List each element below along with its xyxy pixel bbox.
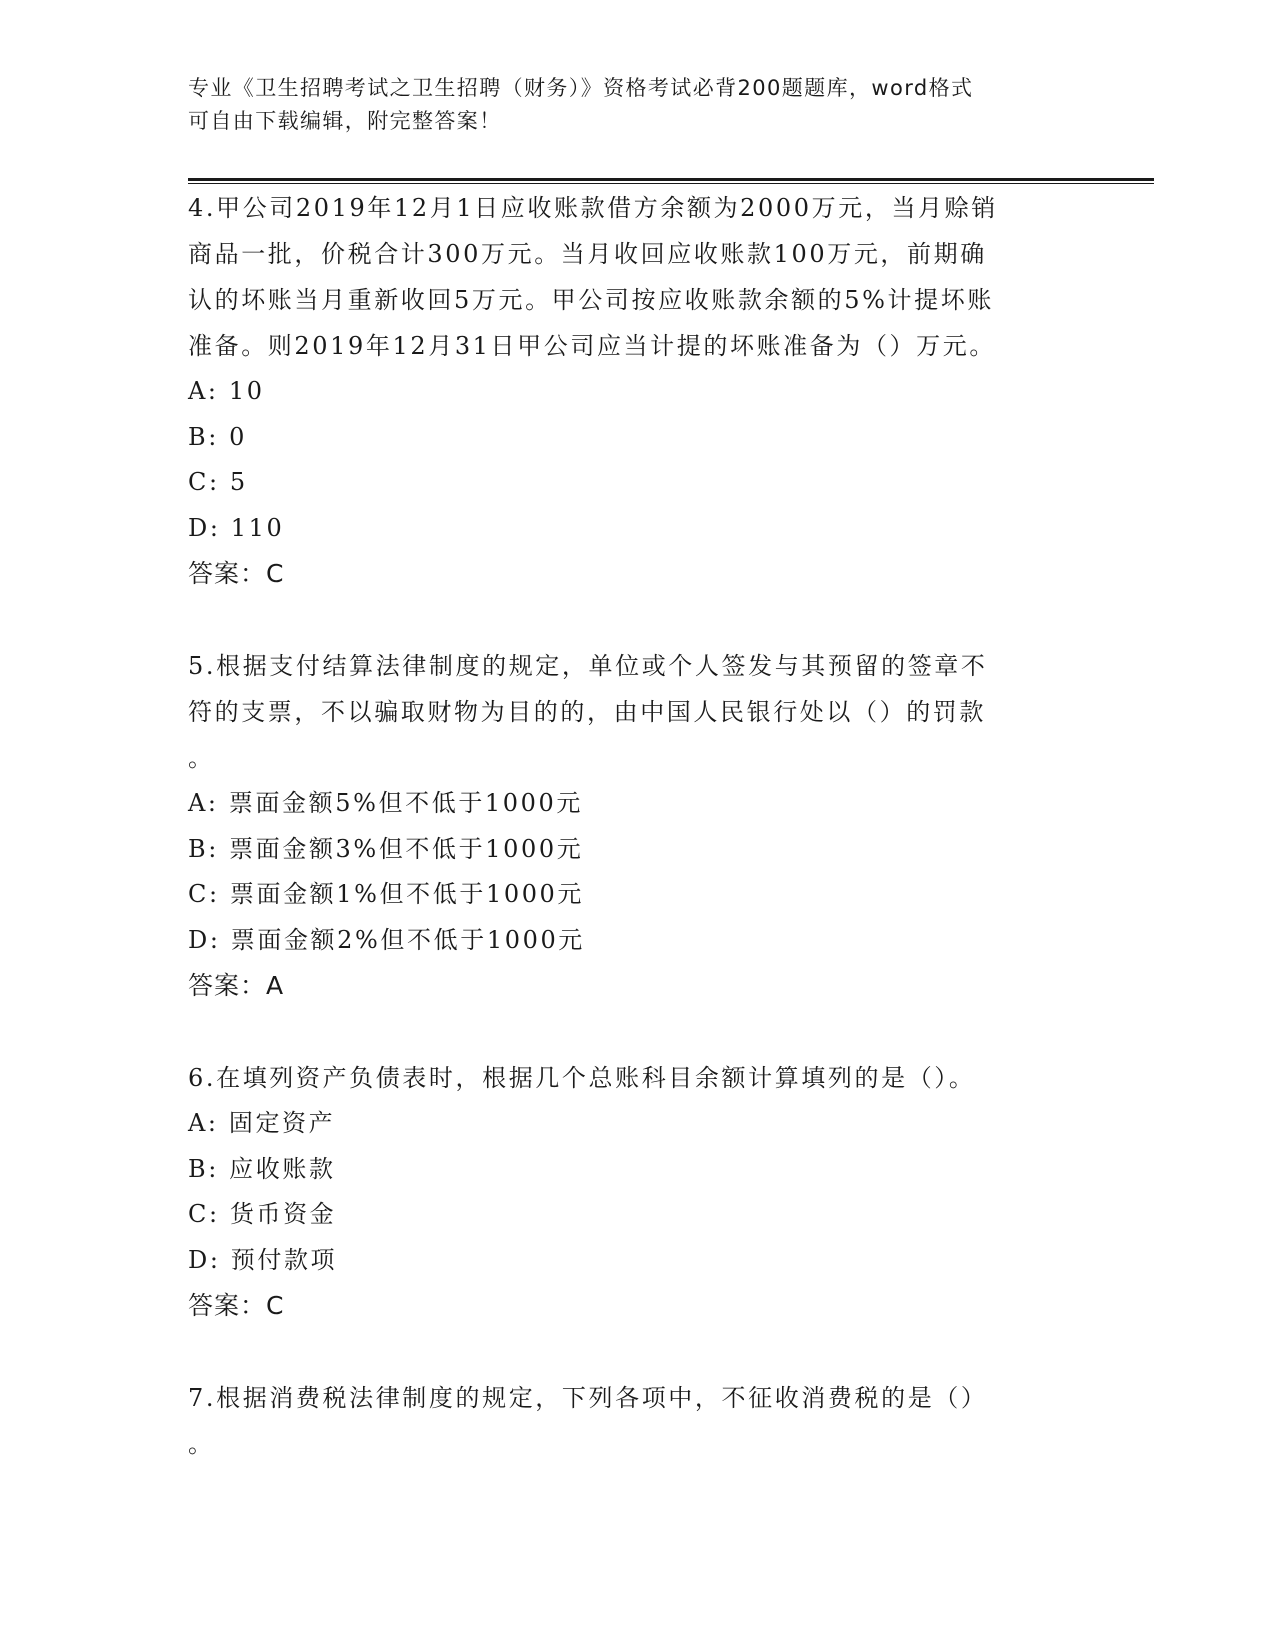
question-gap — [188, 1329, 1088, 1375]
option-d: D: 110 — [188, 513, 285, 542]
header-line-2: 可自由下载编辑，附完整答案！ — [188, 109, 502, 133]
option-d: D: 预付款项 — [188, 1245, 338, 1274]
question-list — [188, 185, 1088, 1467]
question-6 — [188, 1055, 1088, 1329]
question-5 — [188, 643, 1088, 1009]
question-4 — [188, 185, 1088, 597]
question-text-line: 。 — [188, 744, 215, 772]
option-b: B: 票面金额3%但不低于1000元 — [188, 834, 584, 863]
question-text-line: 7.根据消费税法律制度的规定，下列各项中，不征收消费税的是（） — [188, 1384, 988, 1412]
option-b: B: 应收账款 — [188, 1154, 336, 1183]
answer-line: 答案：C — [188, 1291, 285, 1320]
option-b: B: 0 — [188, 422, 248, 451]
answer-line: 答案：C — [188, 559, 285, 588]
question-text-line: 6.在填列资产负债表时，根据几个总账科目余额计算填列的是（）。 — [188, 1064, 976, 1092]
header-rule-thin — [188, 183, 1154, 184]
question-text-line: 。 — [188, 1430, 215, 1458]
option-c: C: 票面金额1%但不低于1000元 — [188, 880, 585, 908]
question-text-line: 认的坏账当月重新收回5万元。甲公司按应收账款余额的5%计提坏账 — [188, 286, 994, 314]
question-text-line: 商品一批，价税合计300万元。当月收回应收账款100万元，前期确 — [188, 240, 987, 268]
question-text-line: 4.甲公司2019年12月1日应收账款借方余额为2000万元，当月赊销 — [188, 194, 998, 222]
answer-line: 答案：A — [188, 971, 285, 1000]
question-gap — [188, 1009, 1088, 1055]
question-text-line: 5.根据支付结算法律制度的规定，单位或个人签发与其预留的签章不 — [188, 652, 988, 680]
question-7 — [188, 1375, 1088, 1467]
header-line-1: 专业《卫生招聘考试之卫生招聘（财务）》资格考试必背200题题库，word格式 — [188, 76, 974, 100]
option-d: D: 票面金额2%但不低于1000元 — [188, 925, 585, 954]
question-gap — [188, 597, 1088, 643]
question-text-line: 准备。则2019年12月31日甲公司应当计提的坏账准备为（）万元。 — [188, 332, 996, 360]
option-c: C: 5 — [188, 468, 248, 496]
option-c: C: 货币资金 — [188, 1200, 337, 1228]
document-header — [188, 72, 1088, 138]
question-text-line: 符的支票，不以骗取财物为目的的，由中国人民银行处以（）的罚款 — [188, 698, 986, 726]
header-rule — [188, 178, 1154, 181]
option-a: A: 票面金额5%但不低于1000元 — [188, 789, 583, 817]
option-a: A: 10 — [188, 377, 265, 405]
option-a: A: 固定资产 — [188, 1109, 336, 1137]
